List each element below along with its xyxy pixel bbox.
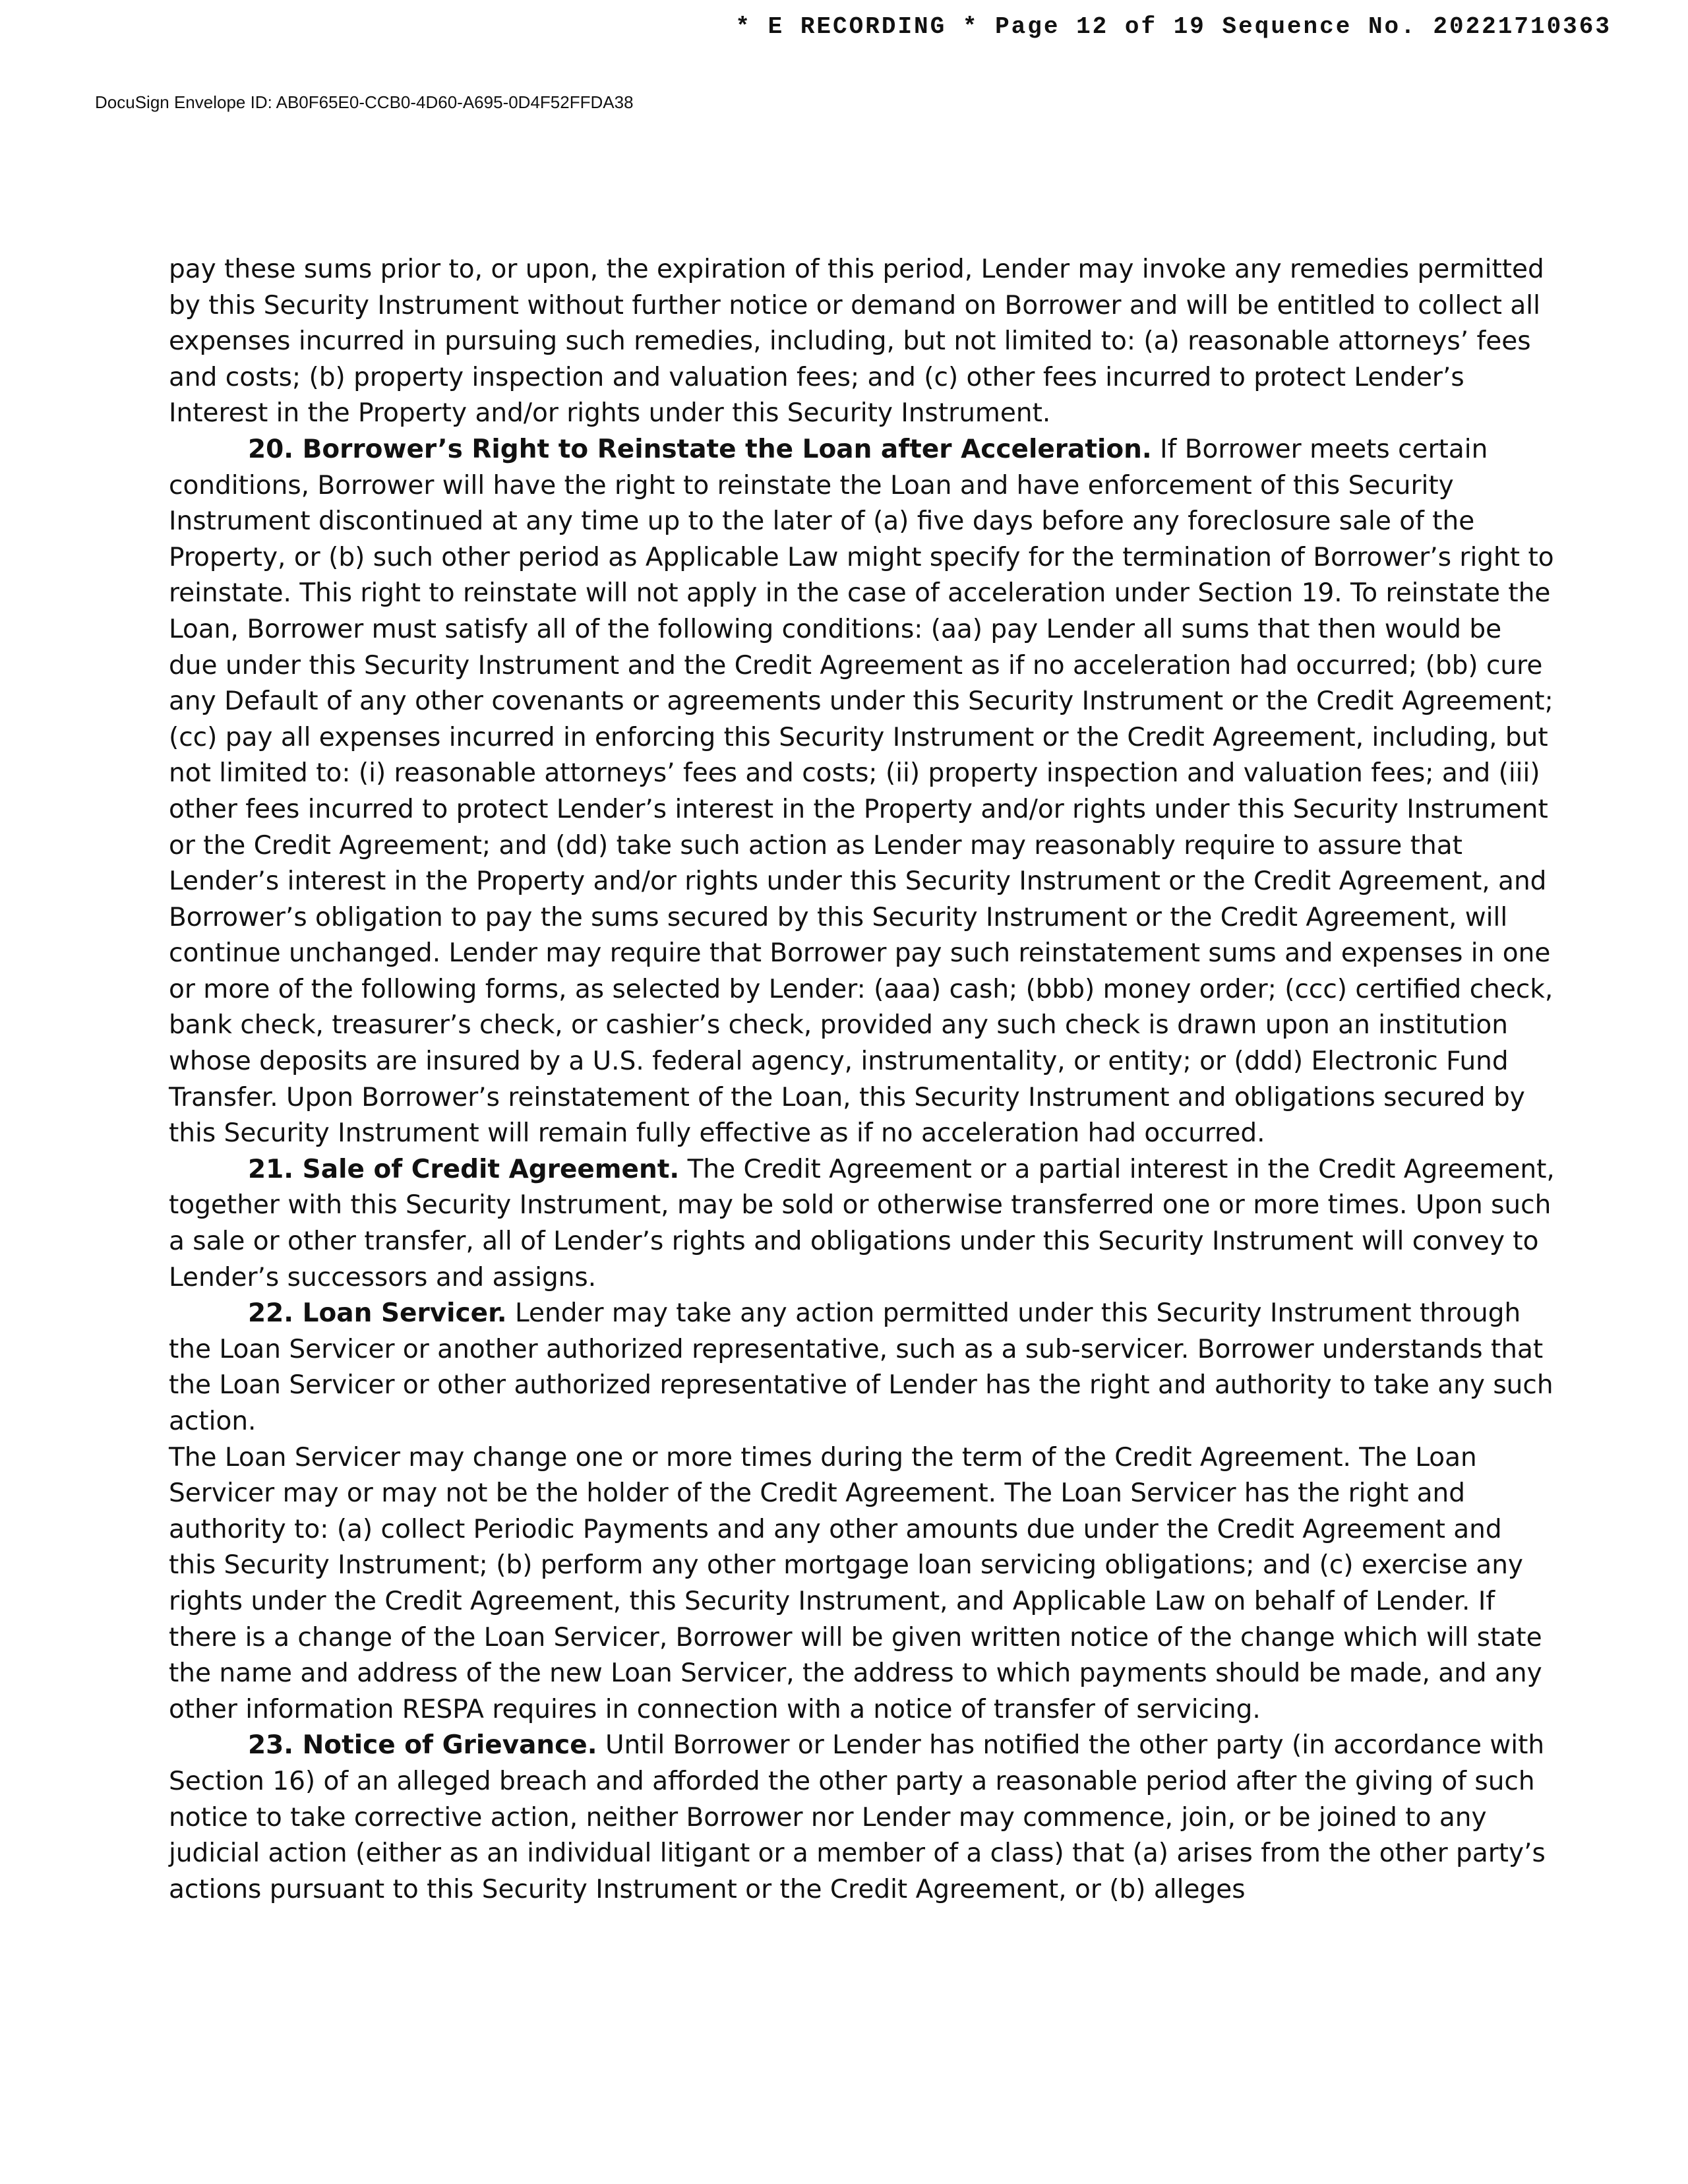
section-21: [169, 1152, 1556, 1296]
section-22: [169, 1296, 1556, 1440]
paragraph-continuation: pay these sums prior to, or upon, the expiration of this period, Lender may invoke any remedies permitted by this Security Instrument without further notice or demand on Borrower and will be entitled to collect all expenses incurred in pursuing such remedies, including, but not limited to: (a) reasonable attorneys’ fees and costs; (b) property inspection and valuation fees; and (c) other fees incurred to protect Lender’s Interest in the Property and/or rights under this Security Instrument.: [169, 255, 1544, 429]
section-22-paragraph-2: The Loan Servicer may change one or more times during the term of the Credit Agreement. The Loan Servicer may or may not be the holder of the Credit Agreement. The Loan Servicer has the right and authority to: (a) collect Periodic Payments and any other amounts due under the Credit Agreement and this Security Instrument; (b) perform any other mortgage loan servicing obligations; and (c) exercise any rights under the Credit Agreement, this Security Instrument, and Applicable Law on behalf of Lender. If there is a change of the Loan Servicer, Borrower will be given written notice of the change which will state the name and address of the new Loan Servicer, the address to which payments should be made, and any other information RESPA requires in connection with a notice of transfer of servicing.: [169, 1442, 1542, 1724]
section-23-text: Until Borrower or Lender has notified the other party (in accordance with Section 16) of an alleged breach and afforded the other party a reasonable period after the giving of such notice to take corrective action, neither Borrower nor Lender may commence, join, or be joined to any judicial action (either as an individual litigant or a member of a class) that (a) arises from the other party’s actions pursuant to this Security Instrument or the Credit Agreement, or (b) alleges: [169, 1730, 1546, 1904]
section-23: [169, 1728, 1556, 1908]
section-21-text: The Credit Agreement or a partial interest in the Credit Agreement, together with this Security Instrument, may be sold or otherwise transferred one or more times. Upon such a sale or other transfer, all of Lender’s rights and obligations under this Security Instrument will convey to Lender’s successors and assigns.: [169, 1154, 1555, 1292]
document-body: [169, 252, 1556, 1908]
envelope-id: DocuSign Envelope ID: AB0F65E0-CCB0-4D60-A695-0D4F52FFDA38: [95, 92, 634, 112]
section-22-text: Lender may take any action permitted under this Security Instrument through the Loan Servicer or another authorized representative, such as a sub-servicer. Borrower understands that the Loan Servicer or other authorized representative of Lender has the right and authority to take any such action.: [169, 1298, 1553, 1436]
recording-header: * E RECORDING * Page 12 of 19 Sequence No. 20221710363: [735, 13, 1612, 40]
section-22-heading: 22. Loan Servicer.: [248, 1298, 507, 1329]
section-20-heading: 20. Borrower’s Right to Reinstate the Loan after Acceleration.: [248, 434, 1152, 464]
section-21-heading: 21. Sale of Credit Agreement.: [248, 1154, 680, 1184]
section-20: [169, 432, 1556, 1152]
section-23-heading: 23. Notice of Grievance.: [248, 1730, 597, 1761]
section-20-text: If Borrower meets certain conditions, Borrower will have the right to reinstate the Loan and have enforcement of this Security Instrument discontinued at any time up to the later of (a) five days before any foreclosure sale of the Property, or (b) such other period as Applicable Law might specify for the termination of Borrower’s right to reinstate. This right to reinstate will not apply in the case of acceleration under Section 19. To reinstate the Loan, Borrower must satisfy all of the following conditions: (aa) pay Lender all sums that then would be due under this Security Instrument and the Credit Agreement as if no acceleration had occurred; (bb) cure any Default of any other covenants or agreements under this Security Instrument or the Credit Agreement; (cc) pay all expenses incurred in enforcing this Security Instrument or the Credit Agreement, including, but not limited to: (i) reasonable attorneys’ fees and costs; (ii) property inspection and valuation fees; and (iii) other fees incurred to protect Lender’s interest in the Property and/or rights under this Security Instrument or the Credit Agreement; and (dd) take such action as Lender may reasonably require to assure that Lender’s interest in the Property and/or rights under this Security Instrument or the Credit Agreement, and Borrower’s obligation to pay the sums secured by this Security Instrument or the Credit Agreement, will continue unchanged. Lender may require that Borrower pay such reinstatement sums and expenses in one or more of the following forms, as selected by Lender: (aaa) cash; (bbb) money order; (ccc) certified check, bank check, treasurer’s check, or cashier’s check, provided any such check is drawn upon an institution whose deposits are insured by a U.S. federal agency, instrumentality, or entity; or (ddd) Electronic Fund Transfer. Upon Borrower’s reinstatement of the Loan, this Security Instrument and obligations secured by this Security Instrument will remain fully effective as if no acceleration had occurred.: [169, 434, 1554, 1149]
